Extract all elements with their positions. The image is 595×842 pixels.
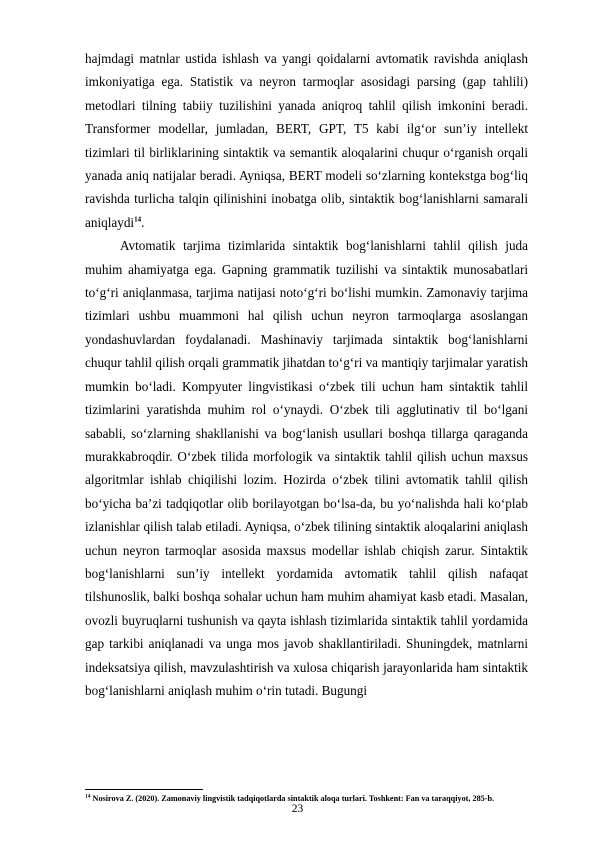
footnote-divider: [85, 789, 203, 790]
paragraph-1-text: hajmdagi matnlar ustida ishlash va yangi qoidalarni avtomatik ravishda aniqlash imkoniyatiga ega. Statistik va neyron tarmoqlar asosidagi parsing (gap tahlili) metodlari tilning tabiiy tuzilishini yanada aniqroq tahlil qilish imkonini beradi. Transformer modellar, jumladan, BERT, GPT, T5 kabi ilg‘or sun’iy intellekt tizimlari til birliklarining sintaktik va semantik aloqalarini chuqur o‘rganish orqali yanada aniq natijalar beradi. Ayniqsa, BERT modeli so‘zlarning kontekstga bog‘liq ravishda turlicha talqin qilinishini inobatga olib, sintaktik bog‘lanishlarni samarali aniqlaydi: [85, 51, 528, 230]
footnote-reference[interactable]: 14: [134, 215, 142, 224]
page-number: 23: [291, 803, 304, 815]
paragraph-1-end: .: [141, 214, 145, 230]
footnote-area: [85, 789, 528, 804]
page-body: [85, 47, 528, 702]
footnote-text: Nosirova Z. (2020). Zamonaviy lingvistik tadqiqotlarda sintaktik aloqa turlari. Toshkent: Fan va taraqqiyot, 285-b.: [90, 794, 495, 803]
paragraph-1: [85, 47, 528, 234]
footnote-number: 14: [85, 793, 91, 800]
paragraph-2: [85, 234, 528, 702]
paragraph-2-text: Avtomatik tarjima tizimlarida sintaktik bog‘lanishlarni tahlil qilish juda muhim ahamiyatga ega. Gapning grammatik tuzilishi va sintaktik munosabatlari to‘g‘ri aniqlanmasa, tarjima natijasi noto‘g‘ri bo‘lishi mumkin. Zamonaviy tarjima tizimlari ushbu muammoni hal qilish uchun neyron tarmoqlarga asoslangan yondashuvlardan foydalanadi. Mashinaviy tarjimada sintaktik bog‘lanishlarni chuqur tahlil qilish orqali grammatik jihatdan to‘g‘ri va mantiqiy tarjimalar yaratish mumkin bo‘ladi. Kompyuter lingvistikasi o‘zbek tili uchun ham sintaktik tahlil tizimlarini yaratishda muhim rol o‘ynaydi. O‘zbek tili agglutinativ til bo‘lgani sababli, so‘zlarning shakllanishi va bog‘lanish usullari boshqa tillarga qaraganda murakkabroqdir. O‘zbek tilida morfologik va sintaktik tahlil qilish uchun maxsus algoritmlar ishlab chiqilishi lozim. Hozirda o‘zbek tilini avtomatik tahlil qilish bo‘yicha ba’zi tadqiqotlar olib borilayotgan bo‘lsa-da, bu yo‘nalishda hali ko‘plab izlanishlar qilish talab etiladi. Ayniqsa, o‘zbek tilining sintaktik aloqalarini aniqlash uchun neyron tarmoqlar asosida maxsus modellar ishlab chiqish zarur. Sintaktik bog‘lanishlarni sun’iy intellekt yordamida avtomatik tahlil qilish nafaqat tilshunoslik, balki boshqa sohalar uchun ham muhim ahamiyat kasb etadi. Masalan, ovozli buyruqlarni tushunish va qayta ishlash tizimlarida sintaktik tahlil yordamida gap tarkibi aniqlanadi va unga mos javob shakllantiriladi. Shuningdek, matnlarni indeksatsiya qilish, mavzulashtirish va xulosa chiqarish jarayonlarida ham sintaktik bog‘lanishlarni aniqlash muhim o‘rin tutadi. Bugungi: [85, 238, 528, 698]
